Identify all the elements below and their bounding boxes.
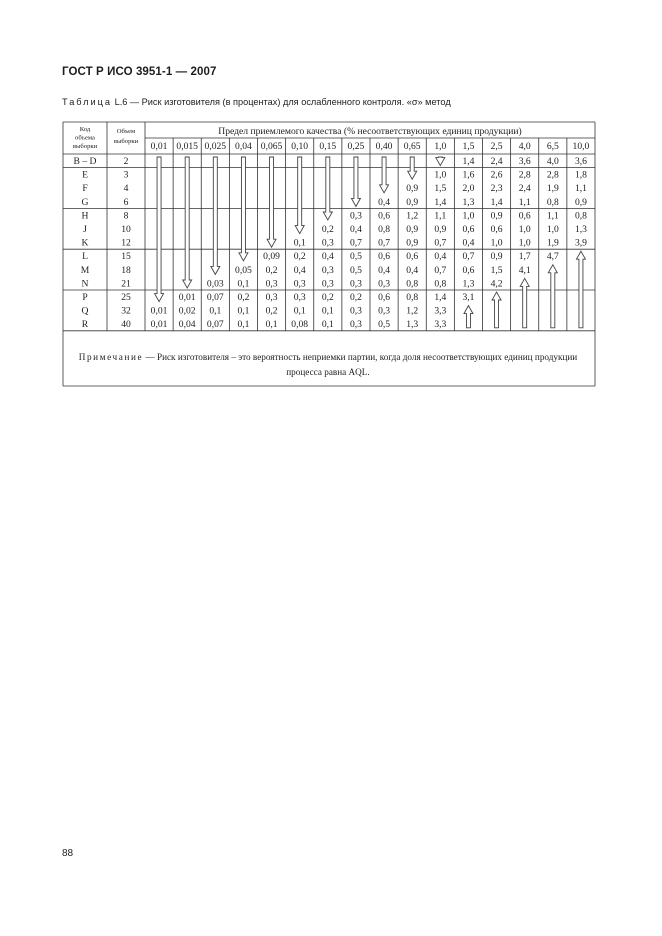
table-cell: 0,2	[293, 251, 306, 263]
table-cell: 0,3	[321, 237, 334, 249]
table-cell: 0,4	[462, 237, 475, 249]
table-cell: 1,0	[546, 224, 559, 235]
table-cell: 0,2	[321, 292, 334, 303]
table-cell: 4,1	[518, 264, 531, 276]
table-cell: 0,3	[349, 305, 362, 317]
table-cell: 0,8	[546, 196, 559, 208]
table-cell: 1,0	[518, 224, 531, 235]
table-cell: 1,3	[406, 319, 419, 331]
table-cell: 2,8	[518, 169, 531, 181]
table-cell: 1,1	[518, 196, 531, 208]
table-cell: 0,3	[321, 264, 334, 276]
aql-column-header: 0,04	[235, 141, 252, 152]
table-cell: 1,2	[406, 210, 419, 222]
arrow-down-icon	[183, 157, 192, 288]
table-cell: 0,05	[235, 264, 252, 276]
table-cell: 0,3	[349, 210, 362, 222]
table-cell: 0,07	[206, 292, 224, 303]
table-cell: 1,4	[490, 196, 503, 208]
aql-column-header: 6,5	[546, 141, 559, 152]
table-cell: 1,9	[546, 183, 559, 195]
arrow-down-icon	[323, 157, 332, 220]
table-cell: 0,1	[265, 319, 278, 331]
size-header-line: Объем	[116, 128, 136, 135]
table-cell: 1,9	[546, 237, 559, 249]
table-cell: 0,9	[434, 224, 447, 235]
table-cell: 3,6	[518, 156, 531, 167]
aql-column-header: 0,10	[291, 141, 309, 152]
row-sample-size: 32	[121, 305, 131, 317]
table-cell: 0,2	[321, 224, 334, 235]
table-cell: 1,4	[434, 196, 447, 208]
aql-table	[63, 122, 595, 386]
row-code: P	[82, 292, 88, 303]
table-cell: 0,8	[378, 224, 391, 235]
table-cell: 0,7	[434, 237, 447, 249]
row-sample-size: 18	[121, 264, 131, 276]
row-sample-size: 4	[123, 183, 129, 195]
table-cell: 1,0	[462, 210, 475, 222]
table-cell: 0,4	[293, 264, 306, 276]
table-cell: 0,9	[406, 237, 419, 249]
table-cell: 0,03	[206, 278, 224, 290]
code-header-line: выборки	[72, 143, 98, 150]
table-cell: 0,7	[434, 264, 447, 276]
table-cell: 4,2	[490, 278, 503, 290]
table-cell: 0,4	[349, 224, 362, 235]
table-cell: 2,8	[546, 169, 559, 181]
aql-column-header: 0,40	[375, 141, 393, 152]
aql-column-header: 0,15	[319, 141, 337, 152]
table-cell: 0,5	[349, 251, 362, 263]
table-cell: 0,08	[291, 319, 309, 331]
table-cell: 1,3	[462, 278, 475, 290]
table-cell: 1,1	[434, 210, 447, 222]
arrow-down-icon	[351, 157, 360, 206]
aql-column-header: 0,65	[403, 141, 421, 152]
table-cell: 1,4	[462, 156, 475, 167]
table-cell: 0,6	[378, 292, 391, 303]
table-cell: 1,5	[434, 183, 447, 195]
table-cell: 0,3	[349, 278, 362, 290]
row-sample-size: 15	[121, 251, 131, 263]
aql-column-header: 0,025	[204, 141, 227, 152]
row-sample-size: 6	[123, 196, 129, 208]
table-cell: 0,7	[349, 237, 362, 249]
table-cell: 0,6	[462, 224, 475, 235]
table-cell: 1,4	[434, 292, 447, 303]
table-cell: 2,4	[518, 183, 531, 195]
table-cell: 3,3	[434, 319, 447, 331]
table-cell: 0,2	[237, 292, 250, 303]
table-cell: 0,2	[265, 264, 278, 276]
table-cell: 0,1	[293, 305, 306, 317]
arrow-down-icon	[155, 157, 164, 302]
caption-text: L.6 — Риск изготовителя (в процентах) для ослабленного контроля. «σ» метод	[114, 97, 451, 107]
code-header-line: объема	[75, 134, 95, 142]
table-cell: 2,0	[462, 183, 475, 195]
arrow-down-icon	[295, 157, 304, 234]
table-cell: 0,04	[178, 319, 196, 331]
table-cell: 0,9	[406, 196, 419, 208]
table-cell: 0,3	[349, 319, 362, 331]
table-cell: 0,3	[378, 278, 391, 290]
table-cell: 0,7	[378, 237, 391, 249]
table-cell: 1,8	[574, 169, 587, 181]
table-cell: 0,1	[209, 305, 222, 317]
page-number: 88	[62, 848, 74, 859]
arrow-down-icon	[408, 157, 417, 179]
note-label: Примечание	[78, 352, 144, 362]
row-sample-size: 8	[123, 210, 129, 222]
table-cell: 0,1	[237, 305, 250, 317]
arrow-down-icon	[267, 157, 276, 247]
table-cell: 0,8	[574, 210, 587, 222]
table-cell: 0,2	[349, 292, 362, 303]
arrow-up-icon	[548, 265, 557, 328]
table-cell: 0,1	[293, 237, 306, 249]
row-sample-size: 3	[123, 169, 129, 181]
row-code: K	[81, 237, 89, 249]
aql-column-header: 1,0	[434, 141, 447, 152]
table-cell: 1,3	[462, 196, 475, 208]
arrow-down-icon	[211, 157, 220, 274]
table-cell: 2,6	[490, 169, 503, 181]
aql-span-header: Предел приемлемого качества (% несоответствующих единиц продукции)	[218, 126, 522, 137]
row-sample-size: 10	[121, 224, 131, 235]
table-cell: 1,1	[574, 183, 587, 195]
table-cell: 2,3	[490, 183, 503, 195]
row-code: Q	[81, 305, 89, 317]
table-cell: 0,6	[406, 251, 419, 263]
table-cell: 3,1	[462, 292, 475, 303]
arrow-up-icon	[576, 251, 585, 328]
aql-column-header: 0,065	[260, 141, 283, 152]
table-cell: 0,9	[490, 210, 503, 222]
aql-column-header: 1,5	[462, 141, 475, 152]
table-cell: 0,9	[406, 183, 419, 195]
table-cell: 0,1	[237, 278, 250, 290]
aql-column-header: 2,5	[490, 141, 503, 152]
caption-label: Таблица	[62, 97, 113, 107]
row-code: F	[82, 183, 88, 195]
table-cell: 0,8	[434, 278, 447, 290]
table-cell: 0,6	[462, 264, 475, 276]
row-code: R	[81, 319, 89, 331]
aql-column-header: 10,0	[572, 141, 590, 152]
table-cell: 1,7	[518, 251, 531, 263]
row-code: H	[81, 210, 89, 222]
table-cell: 0,1	[321, 319, 334, 331]
arrow-up-icon	[520, 278, 529, 327]
table-cell: 0,4	[434, 251, 447, 263]
table-cell: 0,5	[349, 264, 362, 276]
table-note	[66, 350, 590, 380]
table-cell: 0,9	[574, 196, 587, 208]
table-cell: 1,0	[434, 169, 447, 181]
table-caption	[62, 97, 451, 107]
table-cell: 4,0	[546, 156, 559, 167]
table-cell: 0,01	[178, 292, 196, 303]
table-cell: 0,01	[150, 319, 168, 331]
table-cell: 3,9	[574, 237, 587, 249]
table-cell: 4,7	[546, 251, 559, 263]
document-header: ГОСТ Р ИСО 3951-1 — 2007	[62, 66, 217, 78]
row-sample-size: 2	[123, 156, 129, 167]
table-cell: 0,4	[321, 251, 334, 263]
table-cell: 0,9	[406, 224, 419, 235]
table-cell: 2,4	[490, 156, 503, 167]
aql-column-header: 0,25	[347, 141, 365, 152]
table-cell: 0,5	[378, 319, 391, 331]
table-cell: 0,8	[406, 278, 419, 290]
table-cell: 0,4	[378, 196, 391, 208]
table-cell: 1,0	[518, 237, 531, 249]
table-cell: 0,3	[293, 278, 306, 290]
table-cell: 0,3	[378, 305, 391, 317]
row-code: N	[81, 278, 89, 290]
table-cell: 0,02	[178, 305, 196, 317]
table-cell: 0,9	[490, 251, 503, 263]
row-sample-size: 12	[121, 237, 131, 249]
table-cell: 0,09	[263, 251, 280, 263]
table-cell: 0,6	[378, 251, 391, 263]
aql-column-header: 0,015	[176, 141, 198, 152]
aql-column-header: 4,0	[518, 141, 531, 152]
table-cell: 0,01	[150, 305, 168, 317]
table-cell: 1,5	[490, 264, 503, 276]
table-cell: 0,4	[378, 264, 391, 276]
row-sample-size: 40	[121, 319, 131, 331]
table-cell: 0,7	[462, 251, 475, 263]
table-cell: 0,3	[321, 278, 334, 290]
size-header-line: выборки	[113, 138, 139, 145]
table-cell: 0,3	[265, 278, 278, 290]
table-cell: 1,3	[574, 224, 587, 235]
arrow-down-icon	[436, 157, 445, 166]
aql-column-header: 0,01	[150, 141, 168, 152]
table-cell: 0,2	[265, 305, 278, 317]
row-sample-size: 25	[121, 292, 131, 303]
table-cell: 1,1	[546, 210, 559, 222]
row-code: M	[80, 264, 90, 276]
table-cell: 3,6	[574, 156, 587, 167]
table-cell: 3,3	[434, 305, 447, 317]
table-cell: 0,4	[406, 264, 419, 276]
arrow-down-icon	[380, 157, 389, 193]
table-cell: 1,0	[490, 237, 503, 249]
arrow-up-icon	[492, 292, 501, 328]
table-cell: 0,8	[406, 292, 419, 303]
table-cell: 0,3	[293, 292, 306, 303]
row-sample-size: 21	[121, 278, 131, 290]
code-header-line: Код	[79, 126, 91, 133]
row-code: G	[81, 196, 89, 208]
table-cell: 1,6	[462, 169, 475, 181]
table-cell: 1,2	[406, 305, 419, 317]
row-code: L	[82, 251, 88, 263]
arrow-up-icon	[464, 306, 473, 328]
table-cell: 0,1	[321, 305, 334, 317]
table-cell: 0,3	[265, 292, 278, 303]
arrow-down-icon	[239, 157, 248, 261]
table-cell: 0,6	[490, 224, 503, 235]
aql-table-grid	[63, 122, 595, 386]
table-cell: 0,6	[518, 210, 531, 222]
table-cell: 0,1	[237, 319, 250, 331]
note-text: — Риск изготовителя – это вероятность неприемки партии, когда доля несоответствующих единиц продукции процесса равна AQL.	[143, 352, 578, 377]
row-code: J	[83, 224, 87, 235]
row-code: B – D	[73, 156, 97, 167]
table-cell: 0,07	[206, 319, 224, 331]
row-code: E	[82, 169, 88, 181]
table-cell: 0,6	[378, 210, 391, 222]
